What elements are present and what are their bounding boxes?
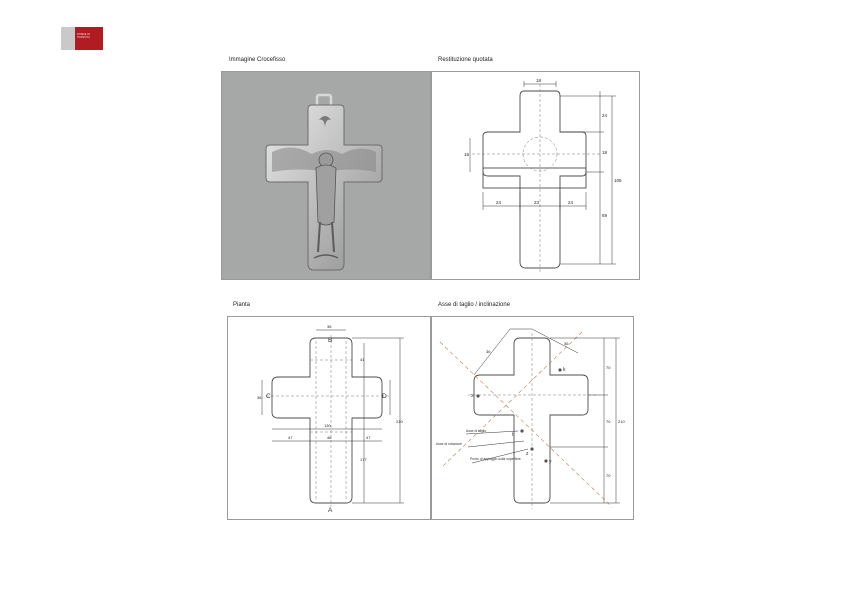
dim-top-width: 18 [536, 78, 542, 83]
caption-restitution: Restituzione quotata [438, 57, 493, 63]
axes-dim-diag-1: 36 [486, 349, 491, 354]
axes-dim-r2: 70 [606, 419, 611, 424]
axes-cross-outline [474, 338, 588, 503]
axes-dim-r3: 70 [606, 473, 611, 478]
axes-dim-total: 210 [618, 419, 625, 424]
caption-axes: Asse di taglio / inclinazione [438, 302, 511, 308]
axes-point-t: t [512, 432, 514, 438]
caption-photo: Immagine Crocefisso [229, 57, 286, 63]
plan-dim-right: 47 [366, 435, 371, 440]
dim-right-arm: 24 [568, 200, 574, 205]
plan-dim-arm-height: 36 [257, 395, 262, 400]
logo-gray-block [61, 27, 75, 50]
photo-panel [221, 71, 431, 280]
plan-dim-span: 130 [324, 423, 331, 428]
dim-left-arm: 24 [496, 200, 502, 205]
axes-dim-diag-2: 36 [564, 341, 569, 346]
axes-point-k: k [563, 367, 566, 373]
axes-point-x: x [471, 393, 474, 399]
cross-outline [483, 91, 586, 268]
dim-right-h2: 18 [602, 150, 608, 155]
cross-transom [483, 168, 586, 188]
plan-point-d: D [382, 393, 387, 400]
dim-center: 23 [534, 200, 540, 205]
label-cut-axis: Asse di taglio [466, 429, 487, 433]
label-support-point: Punto di appoggio sulla superficie [470, 457, 521, 461]
restitution-drawing [432, 72, 641, 281]
logo-line-2: TRANSITU [77, 36, 90, 39]
axes-panel [431, 316, 634, 520]
brand-logo [61, 27, 103, 50]
plan-drawing [228, 317, 432, 521]
logo-red-block [75, 27, 103, 50]
plan-cross-outline [272, 338, 382, 503]
restitution-panel [431, 71, 640, 280]
plan-dim-upper: 41 [360, 357, 365, 362]
plan-dim-total: 210 [396, 419, 403, 424]
dim-total-height: 105 [614, 178, 622, 183]
axes-point-z: z [526, 451, 529, 457]
dim-right-h1: 24 [602, 113, 608, 118]
crucifix-photo [222, 72, 432, 281]
plan-dim-top: 36 [327, 324, 332, 329]
plan-panel [227, 316, 431, 520]
plan-dim-left: 47 [288, 435, 293, 440]
label-rotation-axis: Asse di rotazione [436, 442, 463, 446]
dim-left-height: 16 [464, 152, 470, 157]
plan-point-b: B [328, 337, 333, 344]
axes-point-y: y [549, 459, 552, 465]
plan-point-a: A [328, 507, 333, 514]
axes-dim-r1: 70 [606, 365, 611, 370]
plan-point-c: C [266, 393, 271, 400]
plan-dim-lower: 177 [360, 457, 367, 462]
plan-dim-mid: 46 [327, 435, 332, 440]
logo-line-1: ROMAE IN [77, 33, 90, 36]
axes-drawing [432, 317, 635, 521]
dim-right-h3: 59 [602, 213, 608, 218]
caption-plan: Pianta [233, 302, 251, 308]
